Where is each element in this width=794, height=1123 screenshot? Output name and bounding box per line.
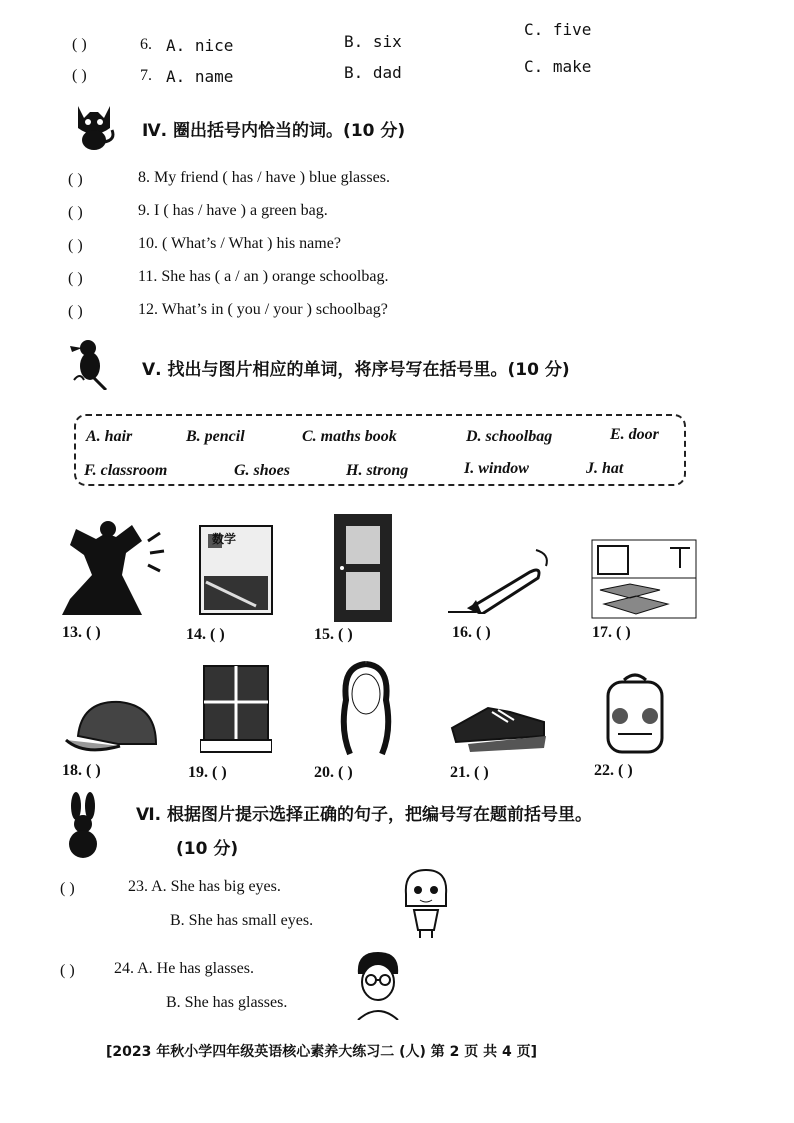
section5-heading: Ⅴ. 找出与图片相应的单词，将序号写在括号里。(10 分) <box>142 360 570 380</box>
q22-answer[interactable]: 22. ( ) <box>594 762 633 779</box>
door-picture <box>332 512 394 629</box>
word-j: J. hat <box>586 460 624 477</box>
q23-paren[interactable]: ( ) <box>60 880 75 897</box>
word-b: B. pencil <box>186 428 245 445</box>
q6-option-a[interactable]: A. nice <box>166 36 234 55</box>
q11-paren[interactable]: ( ) <box>68 270 83 287</box>
word-e: E. door <box>610 426 659 443</box>
word-i: I. window <box>464 460 529 477</box>
word-c: C. maths book <box>302 428 397 445</box>
q15-answer[interactable]: 15. ( ) <box>314 626 353 643</box>
section6-heading: Ⅵ. 根据图片提示选择正确的句子，把编号写在题前括号里。 <box>136 805 593 825</box>
q16-answer[interactable]: 16. ( ) <box>452 624 491 641</box>
q9-text: 9. I ( has / have ) a green bag. <box>138 202 328 219</box>
q17-answer[interactable]: 17. ( ) <box>592 624 631 641</box>
q6-paren[interactable]: ( ) <box>72 36 87 53</box>
rabbit-icon <box>60 792 106 865</box>
word-h: H. strong <box>346 462 409 479</box>
q19-answer[interactable]: 19. ( ) <box>188 764 227 781</box>
cat-icon <box>70 100 118 157</box>
shoes-picture <box>448 688 548 757</box>
section6-heading-score: (10 分) <box>176 839 239 859</box>
q6-option-c[interactable]: C. five <box>524 20 592 39</box>
q18-answer[interactable]: 18. ( ) <box>62 762 101 779</box>
maths-book-picture <box>196 522 278 623</box>
window-picture <box>200 662 272 759</box>
bird-icon <box>66 336 112 395</box>
q24-paren[interactable]: ( ) <box>60 962 75 979</box>
q14-answer[interactable]: 14. ( ) <box>186 626 225 643</box>
page-footer: [2023 年秋小学四年级英语核心素养大练习二 (人) 第 2 页 共 4 页] <box>106 1044 538 1060</box>
q12-paren[interactable]: ( ) <box>68 303 83 320</box>
schoolbag-picture <box>600 670 670 761</box>
word-a: A. hair <box>86 428 133 445</box>
section4-heading: Ⅳ. 圈出括号内恰当的词。(10 分) <box>142 121 406 141</box>
q7-option-c[interactable]: C. make <box>524 57 592 76</box>
strong-man-picture <box>62 515 166 620</box>
q9-paren[interactable]: ( ) <box>68 204 83 221</box>
q11-text: 11. She has ( a / an ) orange schoolbag. <box>138 268 389 285</box>
q12-text: 12. What’s in ( you / your ) schoolbag? <box>138 301 388 318</box>
hair-picture <box>336 660 396 763</box>
word-f: F. classroom <box>84 462 168 479</box>
q6-number: 6. <box>140 36 152 53</box>
q8-paren[interactable]: ( ) <box>68 171 83 188</box>
word-d: D. schoolbag <box>466 428 553 445</box>
q24-option-a[interactable]: 24. A. He has glasses. <box>114 960 254 977</box>
q24-option-b[interactable]: B. She has glasses. <box>166 994 288 1011</box>
q7-option-a[interactable]: A. name <box>166 67 234 86</box>
q23-option-b[interactable]: B. She has small eyes. <box>170 912 314 929</box>
q10-paren[interactable]: ( ) <box>68 237 83 254</box>
q20-answer[interactable]: 20. ( ) <box>314 764 353 781</box>
word-g: G. shoes <box>234 462 291 479</box>
pencil-picture <box>446 544 556 619</box>
q13-answer[interactable]: 13. ( ) <box>62 624 101 641</box>
classroom-picture <box>590 538 698 625</box>
maths-book-label: 数学 <box>212 532 237 546</box>
girl-big-eyes-picture <box>396 866 456 943</box>
man-glasses-picture <box>350 948 406 1025</box>
q7-paren[interactable]: ( ) <box>72 67 87 84</box>
hat-picture <box>64 696 160 761</box>
q21-answer[interactable]: 21. ( ) <box>450 764 489 781</box>
q7-number: 7. <box>140 67 152 84</box>
q6-option-b[interactable]: B. six <box>344 32 402 51</box>
q7-option-b[interactable]: B. dad <box>344 63 402 82</box>
q23-option-a[interactable]: 23. A. She has big eyes. <box>128 878 281 895</box>
q8-text: 8. My friend ( has / have ) blue glasses. <box>138 169 390 186</box>
q10-text: 10. ( What’s / What ) his name? <box>138 235 341 252</box>
